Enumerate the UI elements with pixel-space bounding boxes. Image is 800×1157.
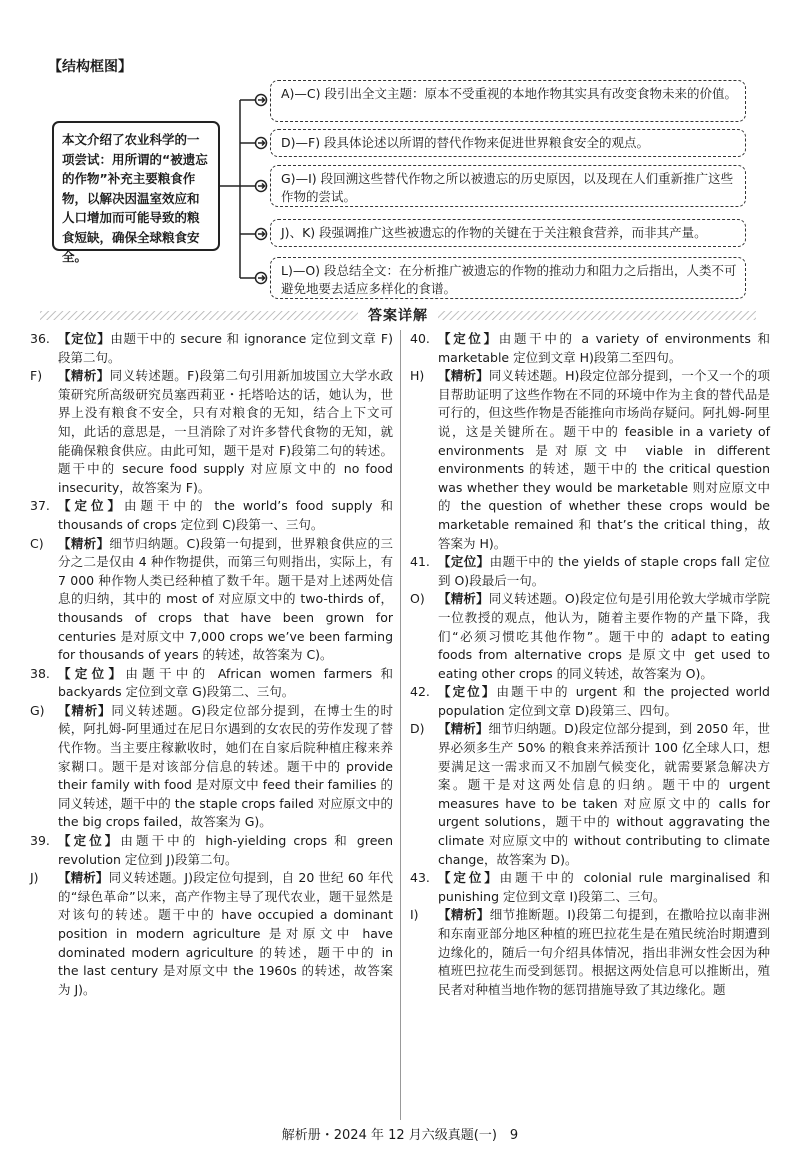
article-summary-box: 本文介绍了农业科学的一项尝试：用所谓的“被遗忘的作物”补充主要粮食作物，以解决因温室效应和人口增加而可能导致的粮食短缺，确保全球粮食安全。 — [52, 121, 220, 251]
answer-entry — [410, 720, 770, 869]
entry-text: 同义转述题。O)段定位句是引用伦敦大学城市学院一位教授的观点，他认为，随着主要作物的产量下降，我们“必须习惯吃其他作物”。题干中的 adapt to eating foods from alternative crops 是原文中 get used to eating other crops 的同义转述，故答案为 O)。 — [438, 591, 770, 681]
branch-text: J)、K) 段强调推广这些被遗忘的作物的关键在于关注粮食营养，而非其产量。 — [281, 225, 707, 240]
entry-label: F) — [30, 368, 43, 384]
entry-text: 同义转述题。H)段定位部分提到，一个又一个的项目帮助证明了这些作物在不同的环境中作为主食的替代品是可行的，但这些作物是否能推向市场尚存疑问。阿扎姆-阿里说，这是关键所在。题干中的 feasible in a variety of environments 是对原文中 viable in different environments 的转述，题干中的 the critical question was whether they would be marketable 则对应原文中的 the question of whether these crops would be marketable remained 和 that’s the critical thing，故答案为 H)。 — [438, 368, 770, 551]
banner-title: 答案详解 — [358, 308, 438, 324]
entry-label: 39. — [30, 833, 50, 849]
branch-text: L)—O) 段总结全文：在分析推广被遗忘的作物的推动力和阻力之后指出，人类不可避免地要去适应多样化的食谱。 — [281, 263, 737, 296]
entry-label: H) — [410, 368, 425, 384]
answer-entry — [30, 869, 393, 999]
structure-heading: 【结构框图】 — [48, 59, 132, 75]
entry-label: 37. — [30, 498, 50, 514]
entry-label: G) — [30, 702, 45, 718]
answer-entry — [410, 906, 770, 999]
entry-text: 由题干中的 the world’s food supply 和 thousands of crops 定位到 C)段第一、三句。 — [58, 498, 393, 532]
entry-tag: 【精析】 — [58, 535, 110, 551]
answer-entry — [30, 535, 393, 665]
entry-tag: 【精析】 — [58, 870, 109, 886]
answer-entry — [30, 497, 393, 534]
entry-text: 同义转述题。G)段定位部分提到，在博士生的时候，阿扎姆-阿里通过在尼日尔遇到的女农民的劳作发现了替代作物。当主要庄稼歉收时，她们在自家后院种植庄稼来养家糊口。题干是对该部分信息的转述。题干中的 provide their family with food 是对原文中 feed their families 的同义转述，题干中的 the staple crops failed 对应原文中的 the big crops failed，故答案为 G)。 — [58, 702, 393, 830]
entry-tag: 【精析】 — [438, 368, 489, 384]
entry-text: 由题干中的 a variety of environments 和 marketable 定位到文章 H)段第二至四句。 — [438, 331, 770, 365]
entry-tag: 【定位】 — [58, 833, 121, 849]
entry-label: O) — [410, 591, 425, 607]
entry-label: C) — [30, 535, 44, 551]
entry-text: 同义转述题。J)段定位句提到，自 20 世纪 60 年代的“绿色革命”以来，高产作物主导了现代农业，题干显然是对该句的转述。题干中的 have occupied a dominant position in modern agriculture 是对原文中 have dominated modern agriculture 的转述，题干中的 in the last century 是对原文中 the 1960s 的转述，故答案为 J)。 — [58, 870, 393, 997]
structure-branch-5 — [270, 257, 746, 299]
structure-branch-3 — [270, 165, 746, 207]
answers-right-column — [410, 330, 770, 999]
answer-entry — [30, 702, 393, 832]
page-footer: 解析册・2024 年 12 月六级真题(一) 9 — [281, 1128, 519, 1143]
entry-tag: 【精析】 — [438, 907, 490, 923]
answers-left-column — [30, 330, 393, 999]
entry-text: 由题干中的 high-yielding crops 和 green revolution 定位到 J)段第二句。 — [58, 833, 393, 867]
entry-text: 细节推断题。I)段第二句提到，在撒哈拉以南非洲和东南亚部分地区种植的班巴拉花生是在殖民统治时期遭到边缘化的，随后一句介绍具体情况，指出非洲女性会因为种植班巴拉花生而受到惩罚。根据这两处信息可以推断出，殖民者对种植当地作物的惩罚措施导致了其边缘化。题 — [438, 907, 770, 997]
branch-text: A)—C) 段引出全文主题：原本不受重视的本地作物其实具有改变食物未来的价值。 — [281, 86, 738, 101]
entry-label: D) — [410, 721, 425, 737]
entry-text: 细节归纳题。D)段定位部分提到，到 2050 年，世界必须多生产 50% 的粮食来养活预计 100 亿全球人口，想要满足这一需求而又不加剧气候变化，就需要紧急解决方案。题干是对这两处信息的归纳。题干中的 urgent measures have to be taken 对应原文中的 calls for urgent solutions，题干中的 without aggravating the climate 对应原文中的 without contributing to climate change，故答案为 D)。 — [438, 721, 770, 867]
entry-text: 细节归纳题。C)段第一句提到，世界粮食供应的三分之二是仅由 4 种作物提供，而第三句则指出，实际上，有 7 000 种作物人类已经种植了数千年。题干是对上述两处信息的归纳，其中的 most of 对应原文中的 two-thirds of，thousands of crops that have been grown for centuries 是对原文中 7,000 crops we’ve been farming for thousands of years 的转述，故答案为 C)。 — [58, 535, 393, 663]
answer-entry — [410, 590, 770, 683]
entry-text: 由题干中的 the yields of staple crops fall 定位到 O)段最后一句。 — [438, 554, 770, 588]
structure-branch-4 — [270, 219, 746, 247]
entry-tag: 【定位】 — [438, 554, 490, 570]
entry-text: 由题干中的 urgent 和 the projected world population 定位到文章 D)段第三、四句。 — [438, 684, 770, 718]
entry-text: 由题干中的 African women farmers 和 backyards 定位到文章 G)段第二、三句。 — [58, 665, 393, 700]
answer-entry — [30, 367, 393, 497]
entry-tag: 【定位】 — [438, 331, 499, 346]
answer-entry — [410, 869, 770, 906]
answer-entry — [30, 665, 393, 702]
branch-arrow-icon — [256, 95, 267, 284]
entry-tag: 【定位】 — [58, 498, 124, 514]
answer-entry — [30, 832, 393, 869]
entry-tag: 【定位】 — [438, 870, 500, 886]
entry-text: 由题干中的 secure 和 ignorance 定位到文章 F)段第二句。 — [58, 331, 393, 365]
structure-branch-1 — [270, 80, 746, 122]
entry-label: 38. — [30, 665, 50, 681]
entry-label: J) — [30, 870, 39, 886]
answer-entry — [410, 367, 770, 553]
answer-banner — [40, 305, 756, 325]
entry-text: 同义转述题。F)段第二句引用新加坡国立大学水政策研究所高级研究员塞西莉亚・托塔哈达的话，她认为，世界上没有粮食不安全，只有对粮食的无知，结合上下文可知，此话的意思是，一旦消除了对许多替代食物的无知，就能确保粮食供应。由此可知，题干是对 F)段第二句的转述。题干中的 secure food supply 对应原文中的 no food insecurity，故答案为 F)。 — [58, 368, 393, 495]
entry-tag: 【精析】 — [58, 702, 112, 718]
entry-label: 36. — [30, 331, 50, 346]
entry-text: 由题干中的 colonial rule marginalised 和 punishing 定位到文章 I)段第二、三句。 — [438, 870, 770, 904]
entry-label: 42. — [410, 684, 430, 700]
branch-text: G)—I) 段回溯这些替代作物之所以被遗忘的历史原因，以及现在人们重新推广这些作物的尝试。 — [281, 171, 734, 204]
column-divider — [400, 330, 401, 1120]
entry-tag: 【精析】 — [438, 591, 489, 607]
answer-entry — [410, 330, 770, 367]
entry-tag: 【精析】 — [58, 368, 110, 384]
entry-label: I) — [410, 907, 419, 923]
entry-tag: 【定位】 — [438, 684, 497, 700]
answer-entry — [30, 330, 393, 367]
branch-text: D)—F) 段具体论述以所谓的替代作物来促进世界粮食安全的观点。 — [281, 135, 650, 150]
entry-tag: 【定位】 — [58, 665, 126, 681]
entry-tag: 【定位】 — [58, 331, 111, 346]
answer-entry — [410, 683, 770, 720]
entry-label: 41. — [410, 554, 430, 570]
entry-label: 43. — [410, 870, 430, 886]
answer-entry — [410, 553, 770, 590]
structure-branch-2 — [270, 129, 746, 157]
entry-label: 40. — [410, 331, 430, 346]
entry-tag: 【精析】 — [438, 721, 489, 737]
